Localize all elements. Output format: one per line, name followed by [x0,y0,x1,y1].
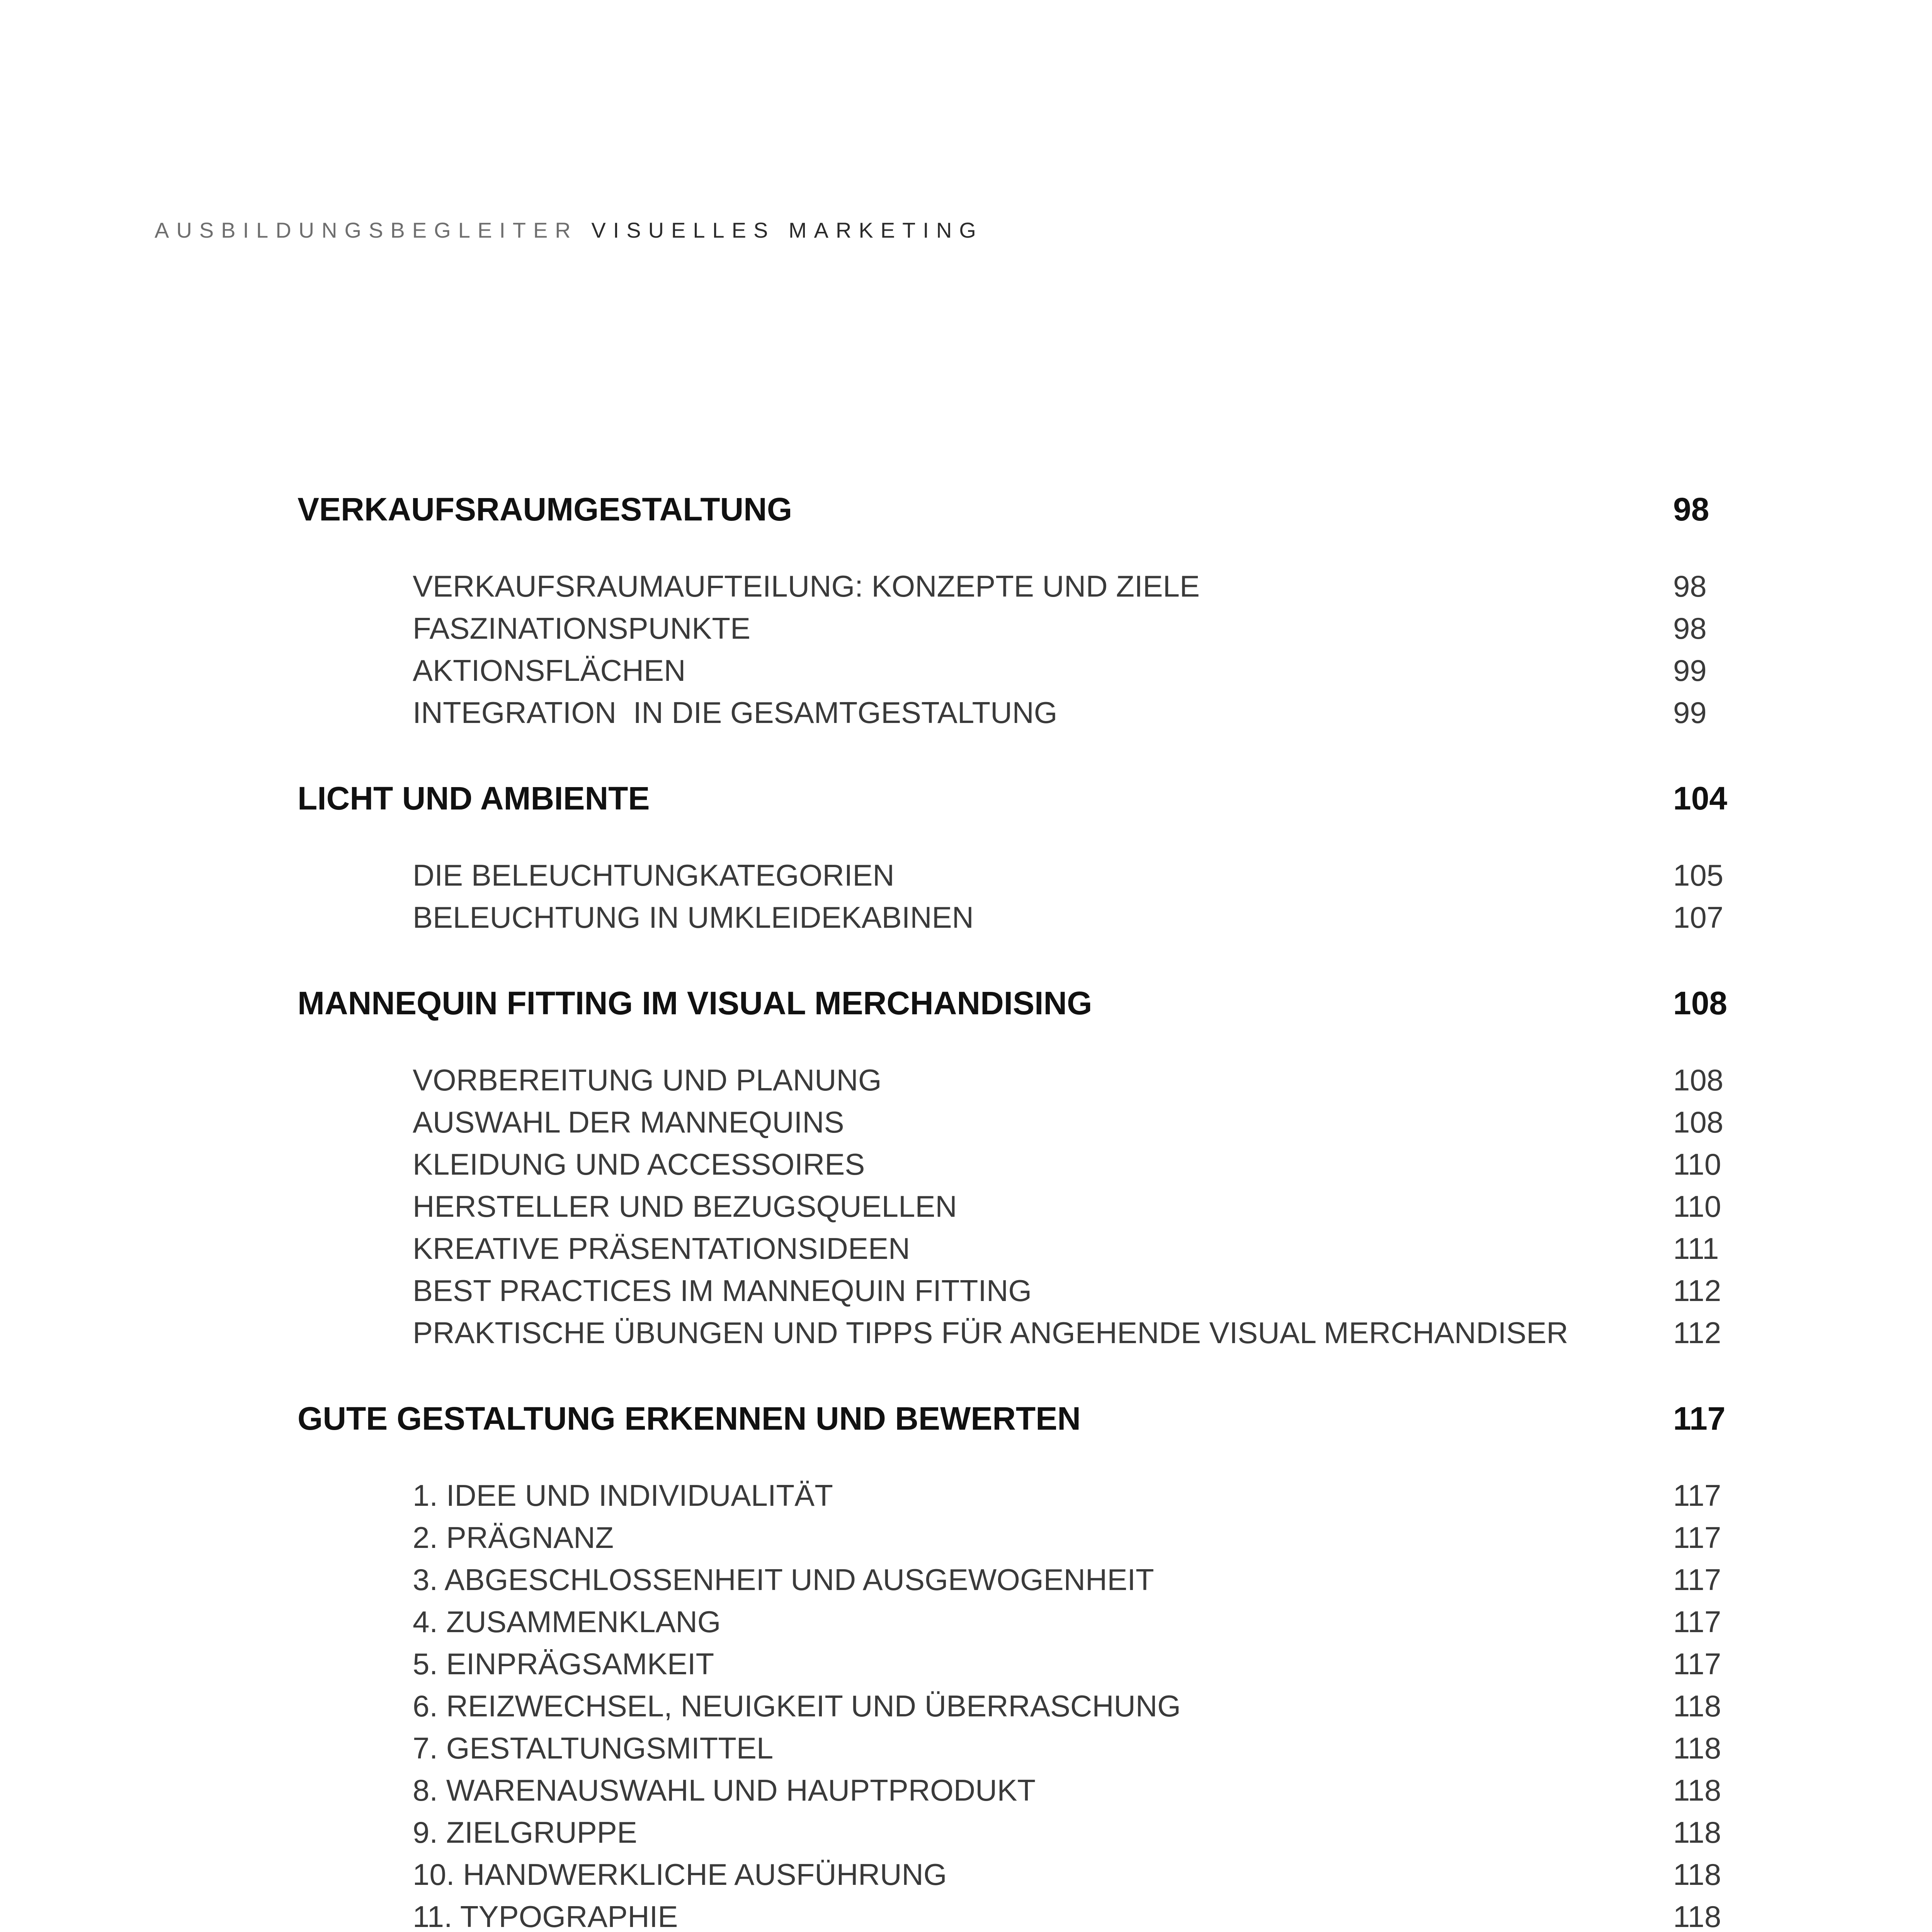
toc-chapter-heading [298,985,1735,1035]
toc-entry [298,1604,1735,1646]
toc-entry [298,1689,1735,1731]
entry-page-number: 110 [1673,1189,1721,1223]
toc-entry [298,1520,1735,1562]
toc-entry [298,1731,1735,1773]
toc-entry [298,1815,1735,1857]
entry-page-number: 118 [1673,1900,1721,1932]
entry-title: AUSWAHL DER MANNEQUINS [413,1105,844,1139]
entry-title: 6. REIZWECHSEL, NEUIGKEIT UND ÜBERRASCHUNG [413,1689,1181,1723]
entry-page-number: 111 [1673,1231,1719,1265]
entry-page-number: 98 [1673,611,1707,645]
entry-title: KLEIDUNG UND ACCESSOIRES [413,1147,865,1181]
toc-chapter-heading [298,1400,1735,1450]
toc-entry [298,1273,1735,1315]
entry-title: 11. TYPOGRAPHIE [413,1900,678,1932]
toc-entry-list [298,1063,1735,1357]
toc-entry-list [298,1478,1735,1932]
entry-title: 10. HANDWERKLICHE AUSFÜHRUNG [413,1857,947,1891]
entry-page-number: 118 [1673,1815,1721,1849]
toc-entry [298,1857,1735,1899]
toc-entry [298,1189,1735,1231]
toc-entry [298,1562,1735,1604]
entry-title: 7. GESTALTUNGSMITTEL [413,1731,774,1765]
entry-page-number: 112 [1673,1316,1721,1350]
toc-entry [298,695,1735,737]
entry-title: FASZINATIONSPUNKTE [413,611,750,645]
chapter-title: MANNEQUIN FITTING IM VISUAL MERCHANDISING [298,985,1092,1021]
entry-title: 2. PRÄGNANZ [413,1520,614,1554]
toc-section [298,780,1735,942]
running-header [155,219,983,241]
toc-entry [298,1147,1735,1189]
toc-entry [298,858,1735,900]
table-of-contents [298,491,1735,1932]
entry-page-number: 117 [1673,1520,1721,1554]
toc-entry [298,569,1735,611]
entry-title: 3. ABGESCHLOSSENHEIT UND AUSGEWOGENHEIT [413,1563,1154,1597]
entry-title: 5. EINPRÄGSAMKEIT [413,1647,714,1681]
toc-entry [298,1646,1735,1689]
entry-page-number: 117 [1673,1605,1721,1639]
toc-chapter-heading [298,780,1735,830]
entry-title: VERKAUFSRAUMAUFTEILUNG: KONZEPTE UND ZIELE [413,569,1200,603]
toc-entry-list [298,858,1735,942]
entry-page-number: 117 [1673,1647,1721,1681]
chapter-title: VERKAUFSRAUMGESTALTUNG [298,491,793,527]
chapter-title: LICHT UND AMBIENTE [298,780,650,816]
toc-entry [298,1063,1735,1105]
toc-entry [298,1899,1735,1932]
entry-page-number: 107 [1673,900,1724,934]
toc-entry [298,1231,1735,1273]
chapter-page-number: 108 [1673,985,1728,1021]
toc-entry [298,900,1735,942]
entry-title: HERSTELLER UND BEZUGSQUELLEN [413,1189,957,1223]
toc-entry [298,1105,1735,1147]
toc-entry [298,611,1735,653]
entry-title: DIE BELEUCHTUNGKATEGORIEN [413,858,895,892]
entry-page-number: 118 [1673,1731,1721,1765]
chapter-page-number: 98 [1673,491,1709,527]
entry-page-number: 117 [1673,1563,1721,1597]
toc-section [298,985,1735,1357]
entry-page-number: 118 [1673,1773,1721,1807]
toc-chapter-heading [298,491,1735,541]
entry-title: 8. WARENAUSWAHL UND HAUPTPRODUKT [413,1773,1036,1807]
toc-section [298,1400,1735,1932]
entry-page-number: 110 [1673,1147,1721,1181]
entry-page-number: 108 [1673,1105,1724,1139]
entry-title: INTEGRATION IN DIE GESAMTGESTALTUNG [413,696,1058,730]
entry-title: PRAKTISCHE ÜBUNGEN UND TIPPS FÜR ANGEHENDE VISUAL MERCHANDISER [413,1316,1568,1350]
entry-title: 1. IDEE UND INDIVIDUALITÄT [413,1478,833,1512]
entry-page-number: 108 [1673,1063,1724,1097]
entry-page-number: 118 [1673,1857,1721,1891]
entry-page-number: 112 [1673,1274,1721,1308]
toc-entry [298,653,1735,695]
entry-page-number: 117 [1673,1478,1721,1512]
entry-page-number: 118 [1673,1689,1721,1723]
entry-title: BELEUCHTUNG IN UMKLEIDEKABINEN [413,900,974,934]
toc-entry-list [298,569,1735,737]
entry-title: VORBEREITUNG UND PLANUNG [413,1063,882,1097]
toc-entry [298,1773,1735,1815]
toc-entry [298,1478,1735,1520]
toc-section [298,491,1735,737]
entry-page-number: 99 [1673,696,1707,730]
series-title-light: AUSBILDUNGSBEGLEITER [155,218,578,242]
entry-title: AKTIONSFLÄCHEN [413,653,686,687]
entry-page-number: 105 [1673,858,1724,892]
chapter-title: GUTE GESTALTUNG ERKENNEN UND BEWERTEN [298,1400,1081,1437]
chapter-page-number: 104 [1673,780,1728,816]
entry-page-number: 98 [1673,569,1707,603]
entry-title: KREATIVE PRÄSENTATIONSIDEEN [413,1231,910,1265]
entry-title: 9. ZIELGRUPPE [413,1815,637,1849]
chapter-page-number: 117 [1673,1400,1726,1437]
entry-title: BEST PRACTICES IM MANNEQUIN FITTING [413,1274,1032,1308]
entry-page-number: 99 [1673,653,1707,687]
entry-title: 4. ZUSAMMENKLANG [413,1605,721,1639]
toc-entry [298,1315,1735,1357]
series-title-dark: VISUELLES MARKETING [591,218,983,242]
